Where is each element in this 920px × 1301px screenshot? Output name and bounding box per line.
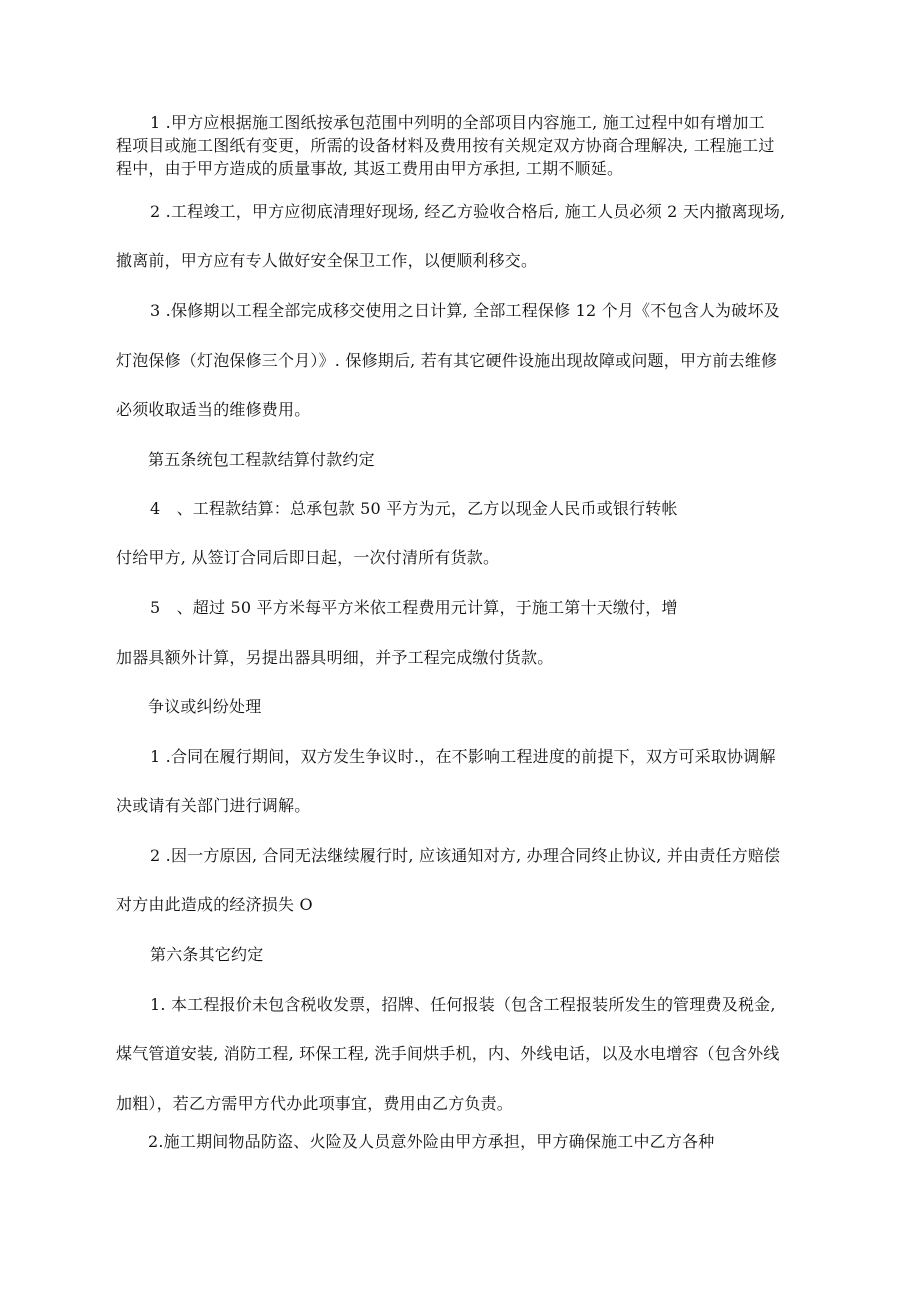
text-line: 加粗），若乙方需甲方代办此项事宜，费用由乙方负责。 xyxy=(116,1094,514,1113)
text-line: 1. 本工程报价未包含税收发票，招牌、任何报装（包含工程报装所发生的管理费及税金, xyxy=(150,995,776,1014)
text-line: 加器具额外计算，另提出器具明细，并予工程完成缴付货款。 xyxy=(116,648,554,667)
text-line: 2.施工期间物品防盗、火险及人员意外险由甲方承担，甲方确保施工中乙方各种 xyxy=(148,1132,715,1151)
text-line: 2 .工程竣工，甲方应彻底清理好现场, 经乙方验收合格后, 施工人员必须 2 天内撤离现场, xyxy=(150,202,786,221)
text-line: 4 、工程款结算：总承包款 50 平方为元，乙方以现金人民币或银行转帐 xyxy=(150,499,678,518)
text-line: 撤离前，甲方应有专人做好安全保卫工作，以便顺利移交。 xyxy=(116,251,538,270)
text-line: 煤气管道安装, 消防工程, 环保工程, 洗手间烘手机，内、外线电话，以及水电增容（包含外线 xyxy=(116,1044,780,1063)
text-line: 程项目或施工图纸有变更，所需的设备材料及费用按有关规定双方协商合理解决, 工程施工过 xyxy=(116,136,775,155)
text-line: 程中，由于甲方造成的质量事故, 其返工费用由甲方承担, 工期不顺延。 xyxy=(116,159,624,178)
text-line: 5 、超过 50 平方米每平方米依工程费用元计算，于施工第十天缴付，增 xyxy=(150,598,678,617)
section-heading: 争议或纠纷处理 xyxy=(148,697,262,716)
text-line: 1 .甲方应根据施工图纸按承包范围中列明的全部项目内容施工, 施工过程中如有增加工 xyxy=(150,113,765,132)
text-line: 付给甲方, 从签订合同后即日起，一次付清所有货款。 xyxy=(116,548,500,567)
text-line: 决或请有关部门进行调解。 xyxy=(116,796,311,815)
section-heading: 第五条统包工程款结算付款约定 xyxy=(148,450,375,469)
text-line: 1 .合同在履行期间，双方发生争议时.，在不影响工程进度的前提下，双方可采取协调解 xyxy=(150,747,776,766)
text-line: 灯泡保修（灯泡保修三个月）》. 保修期后, 若有其它硬件设施出现故障或问题，甲方前去维修 xyxy=(116,351,778,370)
text-line: 3 .保修期以工程全部完成移交使用之日计算, 全部工程保修 12 个月《不包含人为破坏及 xyxy=(150,301,780,320)
section-heading: 第六条其它约定 xyxy=(150,945,264,964)
text-line: 2 .因一方原因, 合同无法继续履行时, 应该通知对方, 办理合同终止协议, 并由责任方赔偿 xyxy=(150,846,781,865)
text-line: 必须收取适当的维修费用。 xyxy=(116,400,311,419)
text-line: 对方由此造成的经济损失 O xyxy=(116,895,313,914)
